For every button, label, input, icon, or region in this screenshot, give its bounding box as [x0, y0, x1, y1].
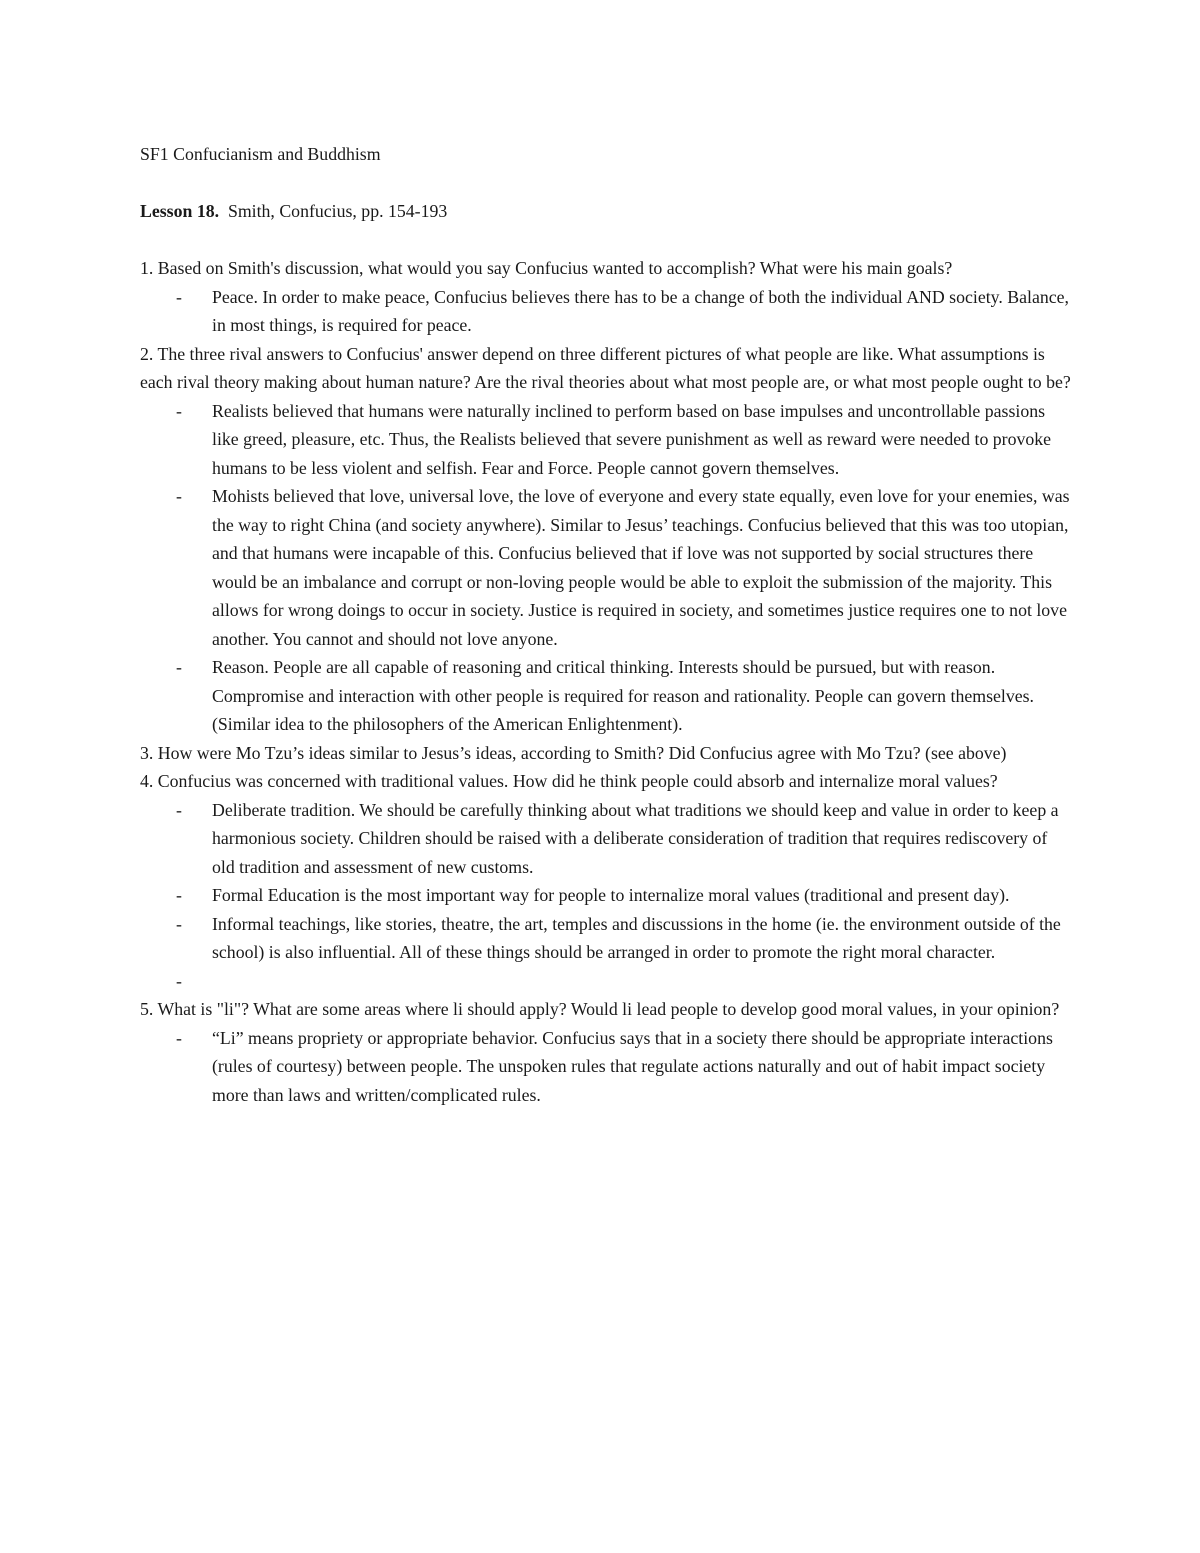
course-title: SF1 Confucianism and Buddhism: [140, 144, 381, 164]
question-5: 5. What is "li"? What are some areas where li should apply? Would li lead people to develop good moral values, in your opinion?: [140, 999, 1060, 1019]
answer-item: [140, 482, 1072, 653]
answer-text: Informal teachings, like stories, theatre, the art, temples and discussions in the home (ie. the environment outside of the school) is also influential. All of these things should be arranged in order to promote the right moral character.: [212, 913, 1061, 962]
question-list: [140, 254, 1072, 1109]
answer-text: Reason. People are all capable of reasoning and critical thinking. Interests should be pursued, but with reason. Compromise and interaction with other people is required for reason and rationality. People can govern themselves. (Similar idea to the philosophers of the American Enlightenment).: [212, 657, 1034, 734]
bullet-dash-icon: -: [176, 885, 182, 905]
question-2: 2. The three rival answers to Confucius' answer depend on three different pictures of what people are like. What assumptions is each rival theory making about human nature? Are the rival theories about what most people are, or what most people ought to be?: [140, 343, 1071, 392]
answer-item: [140, 653, 1072, 739]
answer-list-5: [140, 1024, 1072, 1110]
answer-list-1: [140, 283, 1072, 340]
answer-item: [140, 967, 1072, 996]
answer-text: Peace. In order to make peace, Confucius believes there has to be a change of both the individual AND society. Balance, in most things, is required for peace.: [212, 286, 1069, 335]
bullet-dash-icon: -: [176, 486, 182, 506]
question-1: 1. Based on Smith's discussion, what would you say Confucius wanted to accomplish? What were his main goals?: [140, 258, 953, 278]
answer-text: Deliberate tradition. We should be carefully thinking about what traditions we should keep and value in order to keep a harmonious society. Children should be raised with a deliberate consideration of tradition that requires rediscovery of old tradition and assessment of new customs.: [212, 799, 1059, 877]
question-3: 3. How were Mo Tzu’s ideas similar to Jesus’s ideas, according to Smith? Did Confucius agree with Mo Tzu? (see above): [140, 742, 1007, 763]
answer-item: [140, 881, 1072, 910]
bullet-dash-icon: -: [176, 913, 182, 934]
bullet-dash-icon: -: [176, 286, 182, 307]
answer-item: [140, 397, 1072, 483]
lesson-heading: [140, 197, 1072, 225]
bullet-dash-icon: -: [176, 799, 182, 820]
bullet-dash-icon: -: [176, 970, 182, 991]
lesson-label: Lesson 18.: [140, 201, 220, 221]
bullet-dash-icon: -: [176, 1027, 182, 1048]
answer-list-2: [140, 397, 1072, 739]
answer-text: Formal Education is the most important way for people to internalize moral values (traditional and present day).: [212, 885, 1010, 905]
lesson-reading: Smith, Confucius, pp. 154-193: [227, 201, 448, 221]
answer-item: [140, 910, 1072, 967]
answer-item: [140, 283, 1072, 340]
answer-list-4: [140, 796, 1072, 996]
answer-item: [140, 796, 1072, 882]
answer-text: “Li” means propriety or appropriate behavior. Confucius says that in a society there should be appropriate interactions (rules of courtesy) between people. The unspoken rules that regulate actions naturally and out of habit impact society more than laws and written/complicated rules.: [212, 1027, 1053, 1105]
bullet-dash-icon: -: [176, 400, 182, 421]
answer-text: Mohists believed that love, universal love, the love of everyone and every state equally, even love for your enemies, was the way to right China (and society anywhere). Similar to Jesus’ teachings. Confucius believed that this was too utopian, and that humans were incapable of this. Confucius believed that if love was not supported by social structures there would be an imbalance and corrupt or non-loving people would be able to exploit the submission of the majority. This allows for wrong doings to occur in society. Justice is required in society, and sometimes justice requires one to not love another. You cannot and should not love anyone.: [212, 486, 1070, 649]
bullet-dash-icon: -: [176, 657, 182, 677]
question-4: 4. Confucius was concerned with traditional values. How did he think people could absorb and internalize moral values?: [140, 771, 998, 791]
answer-item: [140, 1024, 1072, 1110]
answer-text: Realists believed that humans were naturally inclined to perform based on base impulses and uncontrollable passions like greed, pleasure, etc. Thus, the Realists believed that severe punishment as well as reward were needed to provoke humans to be less violent and selfish. Fear and Force. People cannot govern themselves.: [212, 400, 1052, 478]
